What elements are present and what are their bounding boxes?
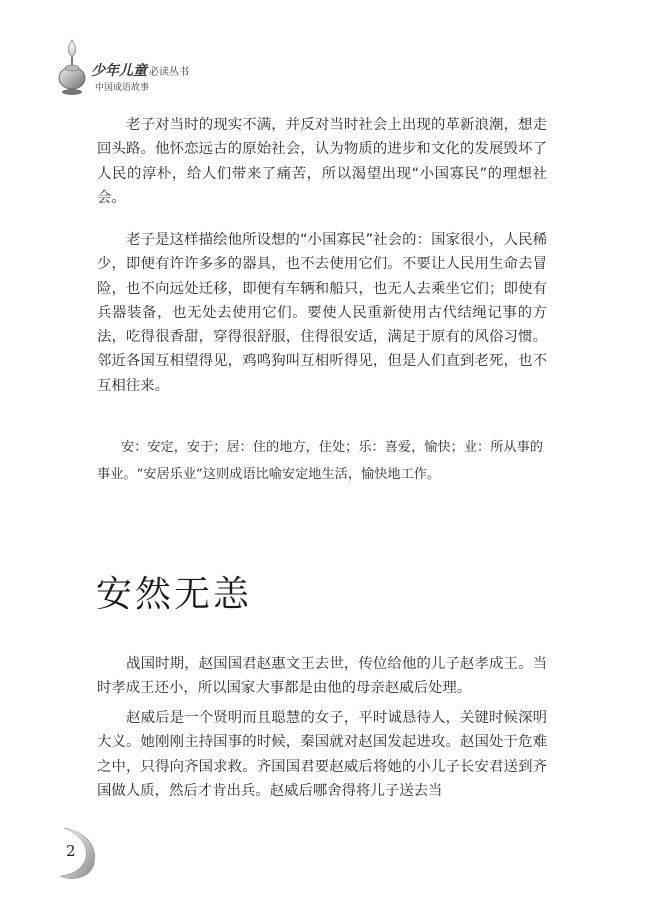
page-number: 2 bbox=[66, 842, 76, 860]
story1-paragraph-2 bbox=[97, 228, 547, 398]
series-title-main: 少年儿童 bbox=[91, 63, 147, 79]
series-subtitle: 中国成语故事 bbox=[95, 83, 150, 93]
story2-paragraph-1-text: 战国时期，赵国国君赵惠文王去世，传位给他的儿子赵孝成王。当时孝成王还小，所以国家大事都是由他的母亲赵威后处理。 bbox=[97, 656, 547, 697]
story2-paragraph-1 bbox=[97, 652, 547, 701]
page-corner-ornament-icon bbox=[54, 824, 104, 884]
series-title bbox=[91, 60, 189, 80]
book-header bbox=[55, 32, 255, 102]
page-number-badge bbox=[54, 824, 104, 884]
story1-paragraph-2-text: 老子是这样描绘他所设想的“小国寡民”社会的：国家很小，人民稀少，即便有许许多多的器具，也不去使用它们。不要让人民用生命去冒险，也不向远处迁移，即便有车辆和船只，也无人去乘坐它们；即使有兵器装备，也无处去使用它们。要使人民重新使用古代结绳记事的方法，吃得很香甜，穿得很舒服，住得很安适，满足于原有的风俗习惯。邻近各国互相望得见，鸡鸣狗叫互相听得见，但是人们直到老死，也不互相往来。 bbox=[97, 232, 547, 394]
oil-lamp-icon bbox=[55, 38, 91, 98]
story1-note bbox=[97, 434, 547, 488]
story2-paragraph-2-text: 赵威后是一个贤明而且聪慧的女子，平时诚恳待人，关键时候深明大义。她刚刚主持国事的时候，秦国就对赵国发起进攻。赵国处于危难之中，只得向齐国求救。齐国国君要赵威后将她的小儿子长安君送到齐国做人质，然后才肯出兵。赵威后哪舍得将儿子送去当 bbox=[97, 710, 547, 799]
story2-paragraph-2 bbox=[97, 706, 547, 803]
story1-note-text: 安：安定，安于；居：住的地方，住处；乐：喜爱，愉快；业：所从事的事业。“安居乐业”这则成语比喻安定地生活，愉快地工作。 bbox=[97, 440, 543, 482]
story2-title: 安然无恙 bbox=[96, 574, 253, 615]
story1-paragraph-1 bbox=[97, 113, 547, 210]
series-title-suffix: 必读丛书 bbox=[149, 67, 189, 78]
story1-paragraph-1-text: 老子对当时的现实不满，并反对当时社会上出现的革新浪潮，想走回头路。他怀恋远古的原始社会，认为物质的进步和文化的发展毁坏了人民的淳朴，给人们带来了痛苦，所以渴望出现“小国寡民”的理想社会。 bbox=[97, 117, 547, 206]
